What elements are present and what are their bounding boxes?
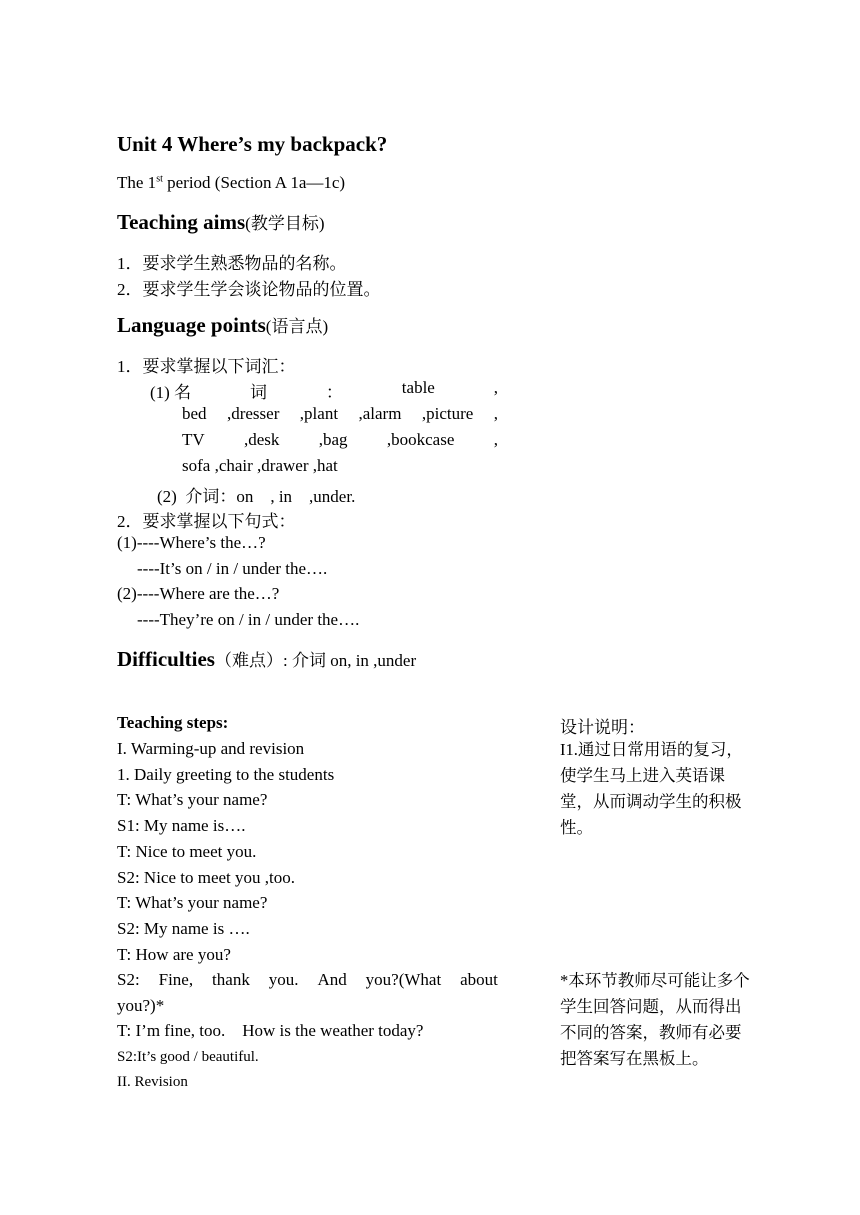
step-line: S2: Nice to meet you ,too.	[117, 868, 296, 887]
pattern-1: (1)----Where’s the…?	[117, 533, 266, 552]
vocab-cell: ,	[493, 378, 498, 397]
fine-word: And	[317, 970, 347, 989]
vocab-cell: (1) 名	[150, 383, 192, 402]
period-sup: st	[156, 173, 163, 185]
pattern-2: ----It’s on / in / under the….	[137, 559, 328, 578]
design-note-1: I1.通过日常用语的复习，使学生马上进入英语课堂，从而调动学生的积极性。	[560, 740, 743, 837]
vocab-cell: ,	[493, 404, 498, 423]
steps-heading: Teaching steps:	[117, 713, 229, 732]
weather-line: T: I’m fine, too. How is the weather today?	[117, 1021, 424, 1040]
fine-word: you.	[268, 970, 299, 989]
fine-word: thank	[212, 970, 250, 989]
aim-item-2: 2．要求学生学会谈论物品的位置。	[117, 280, 381, 299]
aim-item-1: 1．要求学生熟悉物品的名称。	[117, 254, 347, 273]
vocab-row-1	[150, 378, 498, 403]
language-points-heading	[117, 312, 328, 338]
design-note-2: *本环节教师尽可能让多个学生回答问题，从而得出不同的答案，教师有必要把答案写在黑板上。	[560, 971, 750, 1068]
step-line: T: How are you?	[117, 945, 231, 964]
vocab-row-4: sofa ,chair ,drawer ,hat	[182, 456, 338, 475]
fine-line-cont: you?)*	[117, 996, 165, 1015]
vocab-cell: ：	[325, 383, 343, 402]
fine-line	[117, 970, 498, 990]
page-title: Unit 4 Where’s my backpack?	[117, 132, 388, 156]
vocab-cell: ,desk	[244, 430, 280, 449]
lp-item-1: 1．要求掌握以下词汇：	[117, 357, 296, 376]
step-line: T: What’s your name?	[117, 790, 268, 809]
good-line: S2:It’s good / beautiful.	[117, 1049, 259, 1065]
teaching-aims-cn: (教学目标)	[245, 214, 325, 233]
pattern-3: (2)----Where are the…?	[117, 584, 280, 603]
vocab-cell: ,bookcase	[386, 430, 455, 449]
period-prefix: The 1	[117, 173, 157, 192]
pattern-4: ----They’re on / in / under the….	[137, 610, 360, 629]
period-suffix: period (Section A 1a—1c)	[162, 173, 346, 192]
step-line: T: What’s your name?	[117, 893, 268, 912]
prep-line: (2) 介词：on , in ,under.	[157, 487, 356, 506]
vocab-cell: ,alarm	[358, 404, 402, 423]
design-notes-heading: 设计说明：	[560, 718, 645, 737]
revision-line: II. Revision	[117, 1074, 188, 1090]
difficulties-title: Difficulties	[117, 647, 215, 671]
vocab-cell: table	[401, 378, 435, 397]
fine-word: Fine,	[158, 970, 194, 989]
lp-item-2: 2．要求掌握以下句式：	[117, 512, 296, 531]
step-line: 1. Daily greeting to the students	[117, 765, 335, 784]
vocab-cell: ,	[493, 430, 498, 449]
teaching-aims-title: Teaching aims	[117, 210, 246, 234]
vocab-cell: ,dresser	[226, 404, 280, 423]
teaching-aims-heading	[117, 209, 325, 235]
vocab-cell: bed	[182, 404, 207, 423]
vocab-cell: TV	[182, 430, 205, 449]
step-line: I. Warming-up and revision	[117, 739, 305, 758]
vocab-cell: ,picture	[421, 404, 474, 423]
language-points-cn: (语言点)	[265, 317, 329, 336]
vocab-cell: ,plant	[299, 404, 339, 423]
fine-word: about	[460, 970, 498, 989]
vocab-row-3	[182, 430, 498, 450]
language-points-title: Language points	[117, 313, 266, 337]
step-line: S1: My name is….	[117, 816, 246, 835]
fine-word: you?(What	[365, 970, 442, 989]
vocab-cell: ,bag	[318, 430, 348, 449]
step-line: S2: My name is ….	[117, 919, 250, 938]
difficulties-text: （难点）: 介词 on, in ,under	[214, 651, 417, 670]
vocab-cell: 词	[249, 383, 267, 402]
period-line	[117, 173, 345, 193]
fine-word: S2:	[117, 970, 140, 989]
step-line: T: Nice to meet you.	[117, 842, 257, 861]
vocab-row-2	[182, 404, 498, 424]
difficulties-heading	[117, 646, 416, 672]
